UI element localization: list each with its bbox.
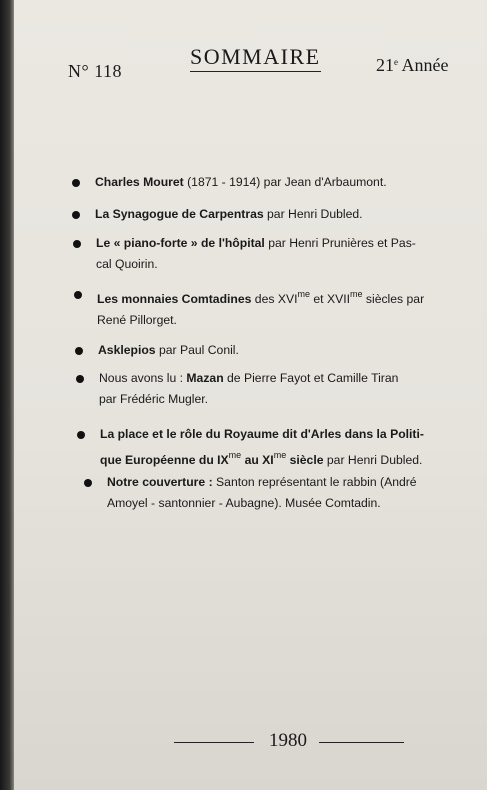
ordinal-superscript: me xyxy=(273,450,287,460)
footer-year: 1980 xyxy=(269,730,307,751)
item-text: par Frédéric Mugler. xyxy=(99,392,209,406)
page-title: SOMMAIRE xyxy=(190,44,321,72)
ordinal-superscript: me xyxy=(349,289,363,299)
footer xyxy=(174,730,404,754)
item-line xyxy=(100,445,424,471)
list-bullet xyxy=(84,479,92,487)
item-text: (1871 - 1914) par Jean d'Arbaumont. xyxy=(183,175,387,189)
item-line xyxy=(95,204,363,225)
item-line xyxy=(96,233,416,254)
item-title-text: que Européenne du IX xyxy=(100,453,229,467)
item-text: et XVII xyxy=(310,292,350,306)
contents-item xyxy=(99,368,398,410)
item-text: René Pillorget. xyxy=(97,313,177,327)
contents-item xyxy=(95,172,387,193)
item-line xyxy=(100,424,424,445)
list-bullet xyxy=(73,240,81,248)
item-title-text: au XI xyxy=(241,453,274,467)
list-bullet xyxy=(72,211,80,219)
item-line xyxy=(107,493,417,514)
volume-year xyxy=(376,55,448,76)
item-title-text: Charles Mouret xyxy=(95,175,184,189)
item-line xyxy=(107,472,417,493)
binding-edge xyxy=(0,0,14,790)
item-line xyxy=(99,389,398,410)
item-line xyxy=(97,284,424,310)
item-text: de Pierre Fayot et Camille Tiran xyxy=(223,371,399,385)
item-line xyxy=(96,254,416,275)
list-bullet xyxy=(76,375,84,383)
item-title-text: siècle xyxy=(286,453,324,467)
item-text: Amoyel - santonnier - Aubagne). Musée Comtadin. xyxy=(107,496,381,510)
contents-item xyxy=(96,233,416,275)
item-line xyxy=(99,368,398,389)
item-text: des XVI xyxy=(251,292,298,306)
item-text: par Paul Conil. xyxy=(155,343,239,357)
item-line xyxy=(95,172,387,193)
item-line xyxy=(97,310,424,331)
item-title-text: Le « piano-forte » de l'hôpital xyxy=(96,236,265,250)
list-bullet xyxy=(77,431,85,439)
issue-number: N° 118 xyxy=(68,61,123,81)
volume-year-number: 21 xyxy=(376,55,394,75)
list-bullet xyxy=(74,291,82,299)
item-text: par Henri Dubled. xyxy=(323,453,423,467)
contents-item xyxy=(98,340,239,361)
list-bullet xyxy=(75,347,83,355)
ordinal-superscript: me xyxy=(228,450,242,460)
item-text: siècles par xyxy=(362,292,425,306)
item-line xyxy=(98,340,239,361)
item-text: par Henri Prunières et Pas- xyxy=(264,236,416,250)
contents-item xyxy=(97,284,424,331)
item-title-text: La place et le rôle du Royaume dit d'Arles dans la Politi- xyxy=(100,427,424,441)
ordinal-superscript: me xyxy=(297,289,311,299)
contents-page xyxy=(14,0,487,790)
item-title-text: Asklepios xyxy=(98,343,156,357)
footer-rule-left xyxy=(174,742,254,743)
item-title-text: La Synagogue de Carpentras xyxy=(95,207,264,221)
item-title-text: Mazan xyxy=(186,371,224,385)
item-text: Nous avons lu : xyxy=(99,371,187,385)
item-text: par Henri Dubled. xyxy=(263,207,363,221)
volume-year-ordinal: e xyxy=(394,57,398,67)
footer-rule-right xyxy=(319,742,404,743)
list-bullet xyxy=(72,179,80,187)
item-title-text: Notre couverture : xyxy=(107,475,213,489)
contents-item xyxy=(107,472,417,514)
item-text: cal Quoirin. xyxy=(96,257,158,271)
contents-item xyxy=(100,424,424,471)
item-title-text: Les monnaies Comtadines xyxy=(97,292,252,306)
item-text: Santon représentant le rabbin (André xyxy=(212,475,417,489)
contents-item xyxy=(95,204,363,225)
volume-year-word: Année xyxy=(398,55,449,75)
